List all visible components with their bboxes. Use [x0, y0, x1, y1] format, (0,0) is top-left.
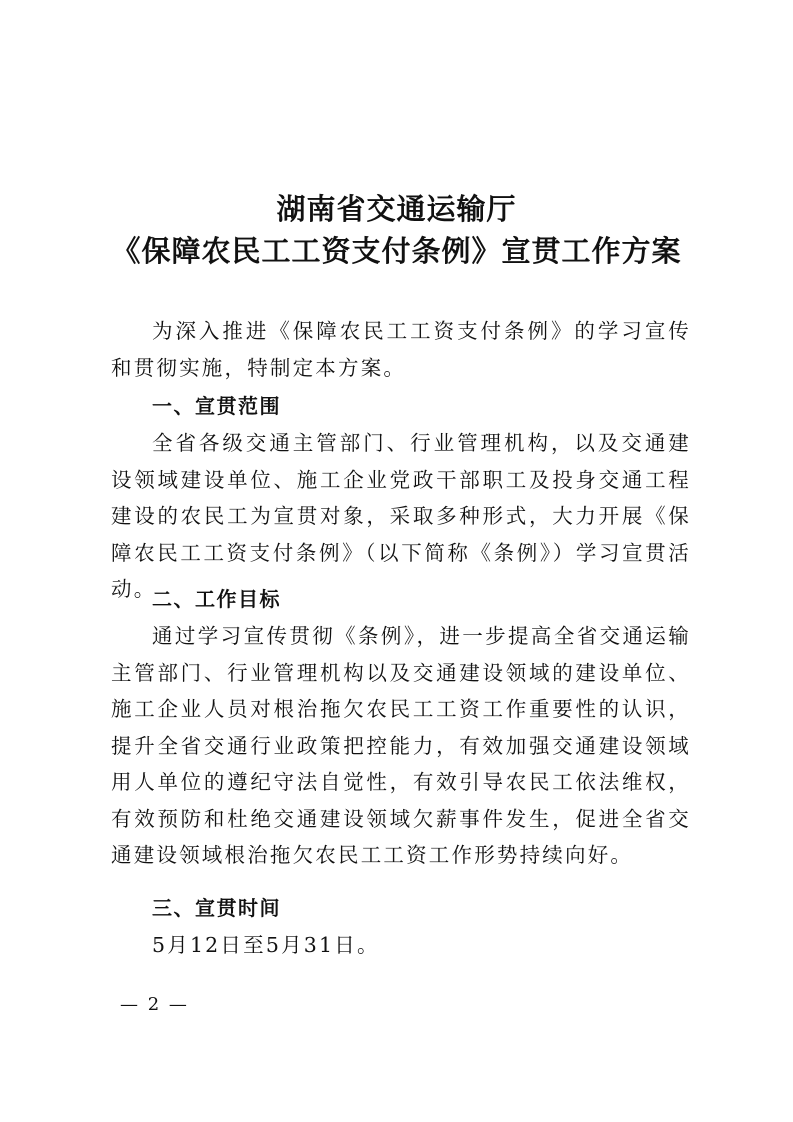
title-line-1: 湖南省交通运输厅 — [276, 192, 517, 226]
section-heading-scope: 一、宣贯范围 — [152, 394, 281, 418]
section-paragraph-time: 5月12日至5月31日。 — [152, 933, 380, 957]
section-paragraph-scope: 全省各级交通主管部门、行业管理机构，以及交通建设领域建设单位、施工企业党政干部职工及投身交通工程建设的农民工为宣贯对象，采取多种形式，大力开展《保障农民工工资支付条例》（以下简称《条例》）学习宣贯活动。 — [111, 431, 691, 601]
section-heading-goals: 二、工作目标 — [152, 587, 281, 611]
document-title — [0, 188, 793, 272]
title-line-2: 《保障农民工工资支付条例》宣贯工作方案 — [111, 234, 682, 268]
section-paragraph-goals: 通过学习宣传贯彻《条例》，进一步提高全省交通运输主管部门、行业管理机构以及交通建设领域的建设单位、施工企业人员对根治拖欠农民工工资工作重要性的认识，提升全省交通行业政策把控能力，有效加强交通建设领域用人单位的遵纪守法自觉性，有效引导农民工依法维权，有效预防和杜绝交通建设领域欠薪事件发生，促进全省交通建设领域根治拖欠农民工工资工作形势持续向好。 — [111, 624, 691, 867]
page-number: — 2 — — [120, 994, 189, 1015]
section-heading-time: 三、宣贯时间 — [152, 896, 281, 920]
intro-paragraph: 为深入推进《保障农民工工资支付条例》的学习宣传和贯彻实施，特制定本方案。 — [111, 319, 691, 380]
